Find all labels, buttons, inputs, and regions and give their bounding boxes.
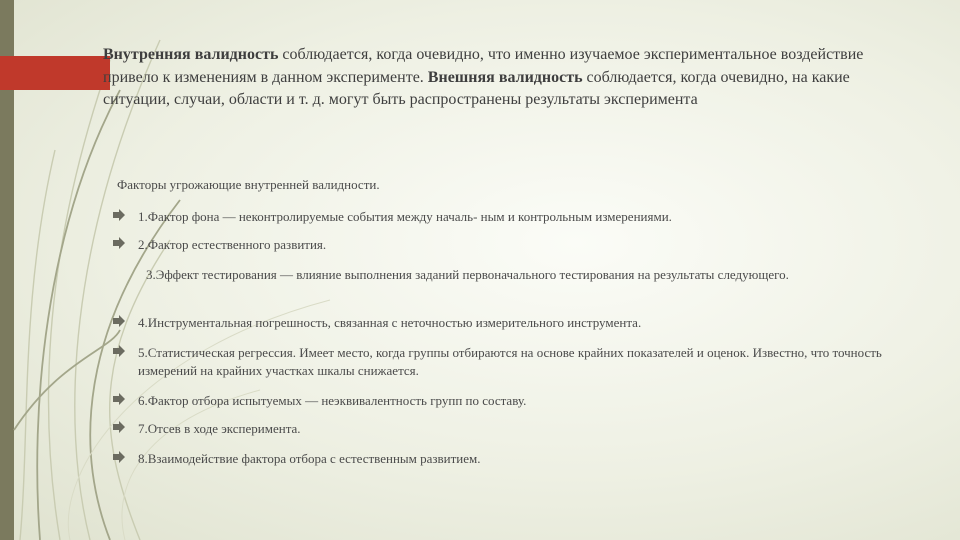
list-item-text: 5.Статистическая регрессия. Имеет место, когда группы отбираются на основе крайних показателей и оценок. Известно, что точность измерений на крайних участках шкалы снижается. <box>138 345 882 378</box>
list-item <box>118 344 888 380</box>
slide-heading <box>103 44 903 112</box>
list-item-text: 8.Взаимодействие фактора отбора с естественным развитием. <box>138 451 481 466</box>
list-item <box>116 266 856 284</box>
heading-term-external: Внешняя валидность <box>427 68 583 86</box>
list-item-text: 2.Фактор естественного развития. <box>138 237 327 252</box>
list-item <box>118 208 888 226</box>
arrow-bullet-icon <box>113 421 125 433</box>
arrow-bullet-icon <box>113 237 125 249</box>
arrow-bullet-icon <box>113 393 125 405</box>
arrow-bullet-icon <box>113 451 125 463</box>
arrow-bullet-icon <box>113 209 125 221</box>
heading-text-internal: соблюдается, когда очевидно, что именно изучаемое экспериментальное воздействие привело к изменениям в данном эксперименте. <box>103 46 864 86</box>
arrow-bullet-icon <box>113 315 125 327</box>
list-item <box>118 392 888 410</box>
accent-banner <box>0 56 110 90</box>
factors-intro: Факторы угрожающие внутренней валидности. <box>117 177 380 192</box>
arrow-bullet-icon <box>113 345 125 357</box>
list-item-text: 7.Отсев в ходе эксперимента. <box>138 421 301 436</box>
list-item <box>118 420 888 438</box>
list-item-text: 6.Фактор отбора испытуемых — неэквивалентность групп по составу. <box>138 393 527 408</box>
list-item <box>118 314 888 332</box>
heading-term-internal: Внутренняя валидность <box>103 46 279 63</box>
list-item-text: 3.Эффект тестирования — влияние выполнения заданий первоначального тестирования на результаты следующего. <box>146 267 789 282</box>
heading-text-external: соблюдается, когда очевидно, на какие ситуации, случаи, области и т. д. могут быть распространены результаты эксперимента <box>103 68 850 108</box>
list-item <box>118 236 888 254</box>
list-item <box>118 450 888 468</box>
list-item-text: 1.Фактор фона — неконтролируемые события между началь- ным и контрольным измерениями. <box>138 209 672 224</box>
list-item-text: 4.Инструментальная погрешность, связанная с неточностью измерительного инструмента. <box>138 315 642 330</box>
